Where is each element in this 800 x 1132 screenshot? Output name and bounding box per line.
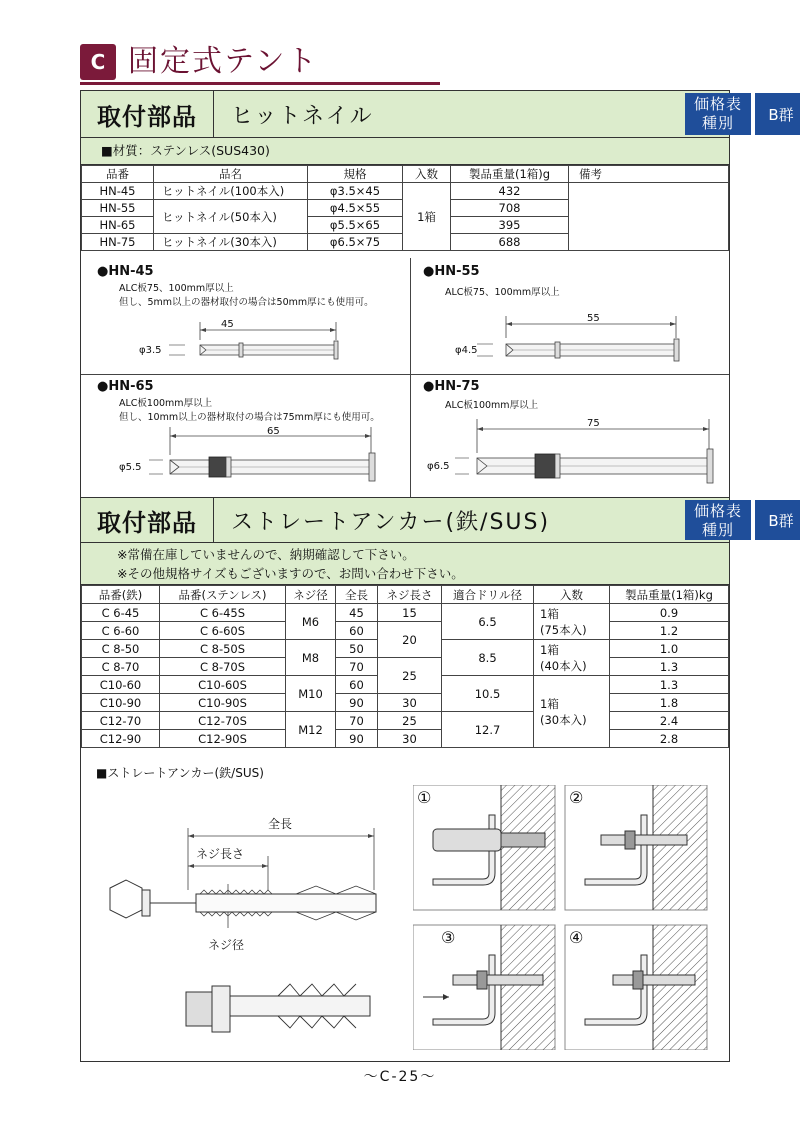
diagram-note: ALC板75、100mm厚以上 — [119, 283, 234, 294]
cell-length: 45 — [336, 604, 378, 622]
cell-drill: 6.5 — [442, 604, 534, 640]
cell-iron: C 6-60 — [82, 622, 160, 640]
cell-iron: C12-70 — [82, 712, 160, 730]
length-label: 75 — [587, 418, 600, 429]
material-note: ■材質：ステンレス(SUS430) — [81, 138, 729, 165]
step-number: ① — [417, 788, 432, 807]
hitnail-spec-table — [81, 165, 729, 251]
price-line2: 種別 — [701, 521, 734, 539]
page-title: 固定式テント — [128, 44, 319, 79]
cell-iron: C 6-45 — [82, 604, 160, 622]
nail-drawing — [81, 375, 410, 500]
col-header: 品番(鉄) — [82, 586, 160, 604]
diagram-hn55 — [411, 258, 729, 374]
step-number: ② — [569, 788, 584, 807]
qty-line: (40本入) — [540, 658, 587, 673]
col-header: 規格 — [308, 166, 403, 183]
cell-name: ヒットネイル(100本入) — [154, 183, 308, 200]
price-line1: 価格表 — [693, 95, 742, 113]
cell-weight: 1.0 — [610, 640, 729, 658]
cell-length: 60 — [336, 676, 378, 694]
header-underline — [80, 82, 440, 85]
nail-drawing — [81, 258, 410, 374]
cell-spec: φ6.5×75 — [308, 234, 403, 251]
cell-spec: φ4.5×55 — [308, 200, 403, 217]
cell-drill: 12.7 — [442, 712, 534, 748]
cell-sus: C 6-45S — [160, 604, 286, 622]
cell-weight: 2.4 — [610, 712, 729, 730]
cell-length: 90 — [336, 694, 378, 712]
table-row — [82, 604, 729, 622]
cell-iron: C12-90 — [82, 730, 160, 748]
cell-weight: 2.8 — [610, 730, 729, 748]
cell-weight: 1.3 — [610, 658, 729, 676]
length-label: 45 — [221, 319, 234, 330]
diagram-note: 但し、5mm以上の器材取付の場合は50mm厚にも使用可。 — [119, 297, 374, 308]
cell-name: ヒットネイル(50本入) — [154, 200, 308, 234]
price-category-badge — [685, 93, 751, 135]
cell-thread-len: 30 — [378, 694, 442, 712]
cell-code: HN-75 — [82, 234, 154, 251]
anchor-notes — [81, 543, 729, 585]
price-category-badge — [685, 500, 751, 540]
table-header-row — [82, 166, 729, 183]
cell-sus: C10-90S — [160, 694, 286, 712]
table-row — [82, 622, 729, 640]
qty-line: 1箱 — [540, 606, 559, 621]
section-label: 取付部品 — [81, 498, 214, 542]
section-badge: C — [80, 44, 116, 80]
col-header: 入数 — [534, 586, 610, 604]
qty-line: 1箱 — [540, 642, 559, 657]
diagram-title: ●HN-55 — [423, 264, 480, 279]
diameter-label: φ4.5 — [455, 345, 478, 356]
thread-length-label: ネジ長さ — [196, 847, 245, 861]
anchor-spec-table — [81, 585, 729, 748]
diagram-note: 但し、10mm以上の器材取付の場合は75mm厚にも使用可。 — [119, 412, 380, 423]
diagram-title: ●HN-65 — [97, 379, 154, 394]
col-header: 全長 — [336, 586, 378, 604]
cell-thread-len: 25 — [378, 712, 442, 730]
cell-thread: M12 — [286, 712, 336, 748]
qty-line: (30本入) — [540, 712, 587, 727]
cell-thread-len: 30 — [378, 730, 442, 748]
step-number: ④ — [569, 928, 584, 947]
cell-spec: φ3.5×45 — [308, 183, 403, 200]
table-header-row — [82, 586, 729, 604]
qty-line: 1箱 — [540, 696, 559, 711]
cell-sus: C10-60S — [160, 676, 286, 694]
cell-sus: C12-90S — [160, 730, 286, 748]
cell-name: ヒットネイル(30本入) — [154, 234, 308, 251]
qty-line: (75本入) — [540, 622, 587, 637]
cell-thread-len: 25 — [378, 658, 442, 694]
length-label: 55 — [587, 313, 600, 324]
cell-iron: C 8-70 — [82, 658, 160, 676]
installation-steps — [413, 785, 708, 1050]
group-badge: B群 — [755, 500, 800, 540]
section-label: 取付部品 — [81, 91, 214, 137]
cell-thread: M10 — [286, 676, 336, 712]
cell-weight: 1.3 — [610, 676, 729, 694]
diagram-title: ●HN-75 — [423, 379, 480, 394]
table-row — [82, 183, 729, 200]
anchor-figure-title: ■ストレートアンカー(鉄/SUS) — [96, 766, 264, 780]
col-header: 品番(ステンレス) — [160, 586, 286, 604]
cell-weight: 1.8 — [610, 694, 729, 712]
table-row — [82, 658, 729, 676]
cell-qty — [534, 676, 610, 748]
table-row — [82, 730, 729, 748]
cell-weight: 1.2 — [610, 622, 729, 640]
length-label: 65 — [267, 426, 280, 437]
diameter-label: φ6.5 — [427, 461, 450, 472]
cell-weight: 688 — [451, 234, 569, 251]
col-header: 製品重量(1箱)kg — [610, 586, 729, 604]
diagram-hn75 — [411, 375, 729, 500]
total-length-label: 全長 — [268, 817, 293, 831]
cell-thread: M6 — [286, 604, 336, 640]
diagram-note: ALC板100mm厚以上 — [445, 400, 539, 411]
cell-length: 50 — [336, 640, 378, 658]
cell-iron: C 8-50 — [82, 640, 160, 658]
price-line1: 価格表 — [693, 502, 742, 520]
page-header — [80, 44, 730, 86]
note-line: ※常備在庫していませんので、納期確認して下さい。 — [117, 547, 415, 562]
cell-weight: 0.9 — [610, 604, 729, 622]
cell-sus: C 6-60S — [160, 622, 286, 640]
section-name: ストレートアンカー(鉄/SUS) — [231, 509, 551, 535]
cell-qty — [534, 640, 610, 676]
note-line: ※その他規格サイズもございますので、お問い合わせ下さい。 — [117, 566, 464, 581]
section-name: ヒットネイル — [231, 103, 374, 129]
diameter-label: φ3.5 — [139, 345, 162, 356]
col-header: 製品重量(1箱)g — [451, 166, 569, 183]
diagram-hn65 — [81, 375, 410, 500]
table-row — [82, 694, 729, 712]
cell-length: 70 — [336, 712, 378, 730]
col-header: ネジ長さ — [378, 586, 442, 604]
cell-weight: 432 — [451, 183, 569, 200]
diameter-label: φ5.5 — [119, 462, 142, 473]
cell-thread-len: 15 — [378, 604, 442, 622]
cell-sus: C 8-70S — [160, 658, 286, 676]
cell-code: HN-65 — [82, 217, 154, 234]
table-row — [82, 712, 729, 730]
cell-spec: φ5.5×65 — [308, 217, 403, 234]
cell-thread: M8 — [286, 640, 336, 676]
cell-drill: 10.5 — [442, 676, 534, 712]
cell-sus: C 8-50S — [160, 640, 286, 658]
cell-iron: C10-90 — [82, 694, 160, 712]
cell-weight: 708 — [451, 200, 569, 217]
step-number: ③ — [441, 928, 456, 947]
cell-code: HN-45 — [82, 183, 154, 200]
cell-remarks — [569, 183, 729, 251]
section-anchor-header — [80, 497, 794, 543]
cell-drill: 8.5 — [442, 640, 534, 676]
cell-qty — [534, 604, 610, 640]
section-hitnail-header — [80, 90, 794, 138]
page-number: ～C-25～ — [363, 1069, 437, 1085]
cell-length: 60 — [336, 622, 378, 640]
cell-length: 90 — [336, 730, 378, 748]
group-badge: B群 — [755, 93, 800, 135]
cell-sus: C12-70S — [160, 712, 286, 730]
cell-code: HN-55 — [82, 200, 154, 217]
col-header: ネジ径 — [286, 586, 336, 604]
diagram-title: ●HN-45 — [97, 264, 154, 279]
col-header: 適合ドリル径 — [442, 586, 534, 604]
nail-drawing — [411, 375, 729, 500]
cell-length: 70 — [336, 658, 378, 676]
col-header: 入数 — [403, 166, 451, 183]
anchor-drawing — [96, 800, 406, 1050]
col-header: 品番 — [82, 166, 154, 183]
col-header: 品名 — [154, 166, 308, 183]
thread-diameter-label: ネジ径 — [208, 938, 245, 952]
cell-weight: 395 — [451, 217, 569, 234]
cell-qty: 1箱 — [403, 183, 451, 251]
diagram-note: ALC板100mm厚以上 — [119, 398, 213, 409]
diagram-hn45 — [81, 258, 410, 374]
price-line2: 種別 — [701, 114, 734, 132]
col-header: 備考 — [569, 166, 729, 183]
cell-iron: C10-60 — [82, 676, 160, 694]
cell-thread-len: 20 — [378, 622, 442, 658]
diagram-note: ALC板75、100mm厚以上 — [445, 287, 560, 298]
